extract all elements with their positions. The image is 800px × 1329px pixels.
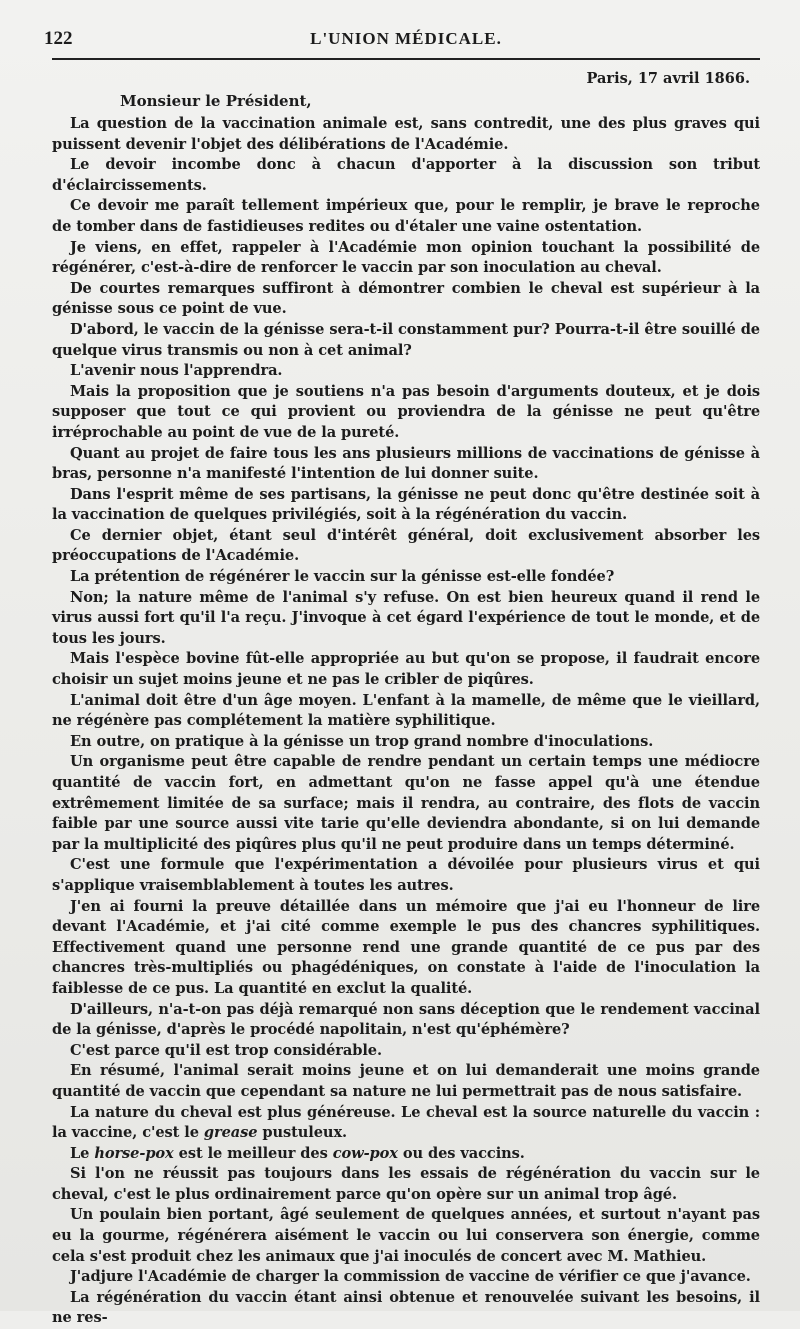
paragraph: C'est parce qu'il est trop considérable.: [70, 1041, 382, 1059]
header-rule: [52, 58, 760, 60]
salutation: Monsieur le Président,: [120, 92, 312, 110]
paragraph: Quant au projet de faire tous les ans plusieurs millions de vaccinations de génisse à bras, personne n'a manifesté l'intention de lui donner suite.: [52, 444, 760, 483]
paragraph: Je viens, en effet, rappeler à l'Académie mon opinion touchant la possibilité de régénérer, c'est-à-dire de renforcer le vaccin par son inoculation au cheval.: [52, 238, 760, 277]
paragraph: En résumé, l'animal serait moins jeune et on lui demanderait une moins grande quantité de vaccin que cependant sa nature ne lui permettrait pas de nous satisfaire.: [52, 1062, 760, 1100]
paragraph: J'adjure l'Académie de charger la commission de vaccine de vérifier ce que j'avance.: [70, 1268, 751, 1286]
paragraph: C'est une formule que l'expérimentation a dévoilée pour plusieurs virus et qui s'applique vraisemblablement à toutes les autres.: [52, 856, 760, 894]
dateline: Paris, 17 avril 1866.: [586, 70, 750, 87]
paragraph: La prétention de régénérer le vaccin sur la génisse est-elle fondée?: [70, 568, 615, 586]
paragraph: Dans l'esprit même de ses partisans, la génisse ne peut donc qu'être destinée soit à la vaccination de quelques privilégiés, soit à la régénération du vaccin.: [52, 485, 760, 524]
paragraph: La régénération du vaccin étant ainsi obtenue et renouvelée suivant les besoins, il ne res-: [52, 1288, 760, 1327]
paragraph: Le devoir incombe donc à chacun d'apporter à la discussion son tribut d'éclaircissements.: [52, 156, 760, 194]
paragraph: Ce dernier objet, étant seul d'intérêt général, doit exclusivement absorber les préoccupations de l'Académie.: [52, 526, 760, 565]
journal-title: L'UNION MÉDICALE.: [310, 29, 502, 48]
paragraph: D'ailleurs, n'a-t-on pas déjà remarqué non sans déception que le rendement vaccinal de la génisse, d'après le procédé napolitain, n'est qu'éphémère?: [52, 1000, 760, 1039]
paragraph: En outre, on pratique à la génisse un trop grand nombre d'inoculations.: [70, 732, 654, 750]
body-text: [52, 114, 760, 1329]
paragraph: Un organisme peut être capable de rendre pendant un certain temps une médiocre quantité de vaccin fort, en admettant qu'on ne fasse appel qu'à une étendue extrêmement limitée de sa surface; mais il rendra, au contraire, des flots de vaccin faible par une source aussi vite tarie qu'elle deviendra abondante, si on lui demande par la multiplicité des piqûres plus qu'il ne peut produire dans un temps déterminé.: [52, 753, 760, 853]
paragraph: L'avenir nous l'apprendra.: [70, 362, 283, 380]
paragraph: Mais la proposition que je soutiens n'a pas besoin d'arguments douteux, et je dois supposer que tout ce qui provient ou proviendra de la génisse ne peut qu'être irréprochable au point de vue de la pureté.: [52, 382, 760, 441]
paragraph: D'abord, le vaccin de la génisse sera-t-il constamment pur? Pourra-t-il être souillé de quelque virus transmis ou non à cet animal?: [52, 320, 760, 359]
paragraph: Mais l'espèce bovine fût-elle appropriée au but qu'on se propose, il faudrait encore choisir un sujet moins jeune et ne pas le cribler de piqûres.: [52, 650, 760, 689]
paragraph: J'en ai fourni la preuve détaillée dans un mémoire que j'ai eu l'honneur de lire devant l'Académie, et j'ai cité comme exemple le pus des chancres syphilitiques. Effectivement quand une personne rend une grande quantité de ce pus par des chancres très-multipliés ou phagédéniques, on constate à l'aide de l'inoculation la faiblesse de ce pus. La quantité en exclut la qualité.: [52, 897, 760, 997]
paragraph: La nature du cheval est plus généreuse. Le cheval est la source naturelle du vaccin : la vaccine, c'est le grease pustuleux.: [52, 1103, 760, 1142]
paragraph: L'animal doit être d'un âge moyen. L'enfant à la mamelle, de même que le vieillard, ne régénère pas complétement la matière syphilitique.: [52, 691, 760, 730]
paragraph: De courtes remarques suffiront à démontrer combien le cheval est supérieur à la génisse sous ce point de vue.: [52, 279, 760, 318]
page-number: 122: [44, 28, 73, 49]
paragraph: Si l'on ne réussit pas toujours dans les essais de régénération du vaccin sur le cheval, c'est le plus ordinairement parce qu'on opère sur un animal trop âgé.: [52, 1165, 760, 1203]
paragraph: La question de la vaccination animale est, sans contredit, une des plus graves qui puissent devenir l'objet des délibérations de l'Académie.: [52, 115, 760, 153]
paragraph: Non; la nature même de l'animal s'y refuse. On est bien heureux quand il rend le virus aussi fort qu'il l'a reçu. J'invoque à cet égard l'expérience de tout le monde, et de tous les jours.: [52, 588, 760, 647]
paragraph: Le horse-pox est le meilleur des cow-pox ou des vaccins.: [70, 1144, 525, 1162]
paragraph: Un poulain bien portant, âgé seulement de quelques années, et surtout n'ayant pas eu la gourme, régénérera aisément le vaccin ou lui conservera son énergie, comme cela s'est produit chez les animaux que j'ai inoculés de concert avec M. Mathieu.: [52, 1206, 760, 1265]
page-header: [44, 28, 760, 56]
paragraph: Ce devoir me paraît tellement impérieux que, pour le remplir, je brave le reproche de tomber dans de fastidieuses redites ou d'étaler une vaine ostentation.: [52, 197, 760, 235]
